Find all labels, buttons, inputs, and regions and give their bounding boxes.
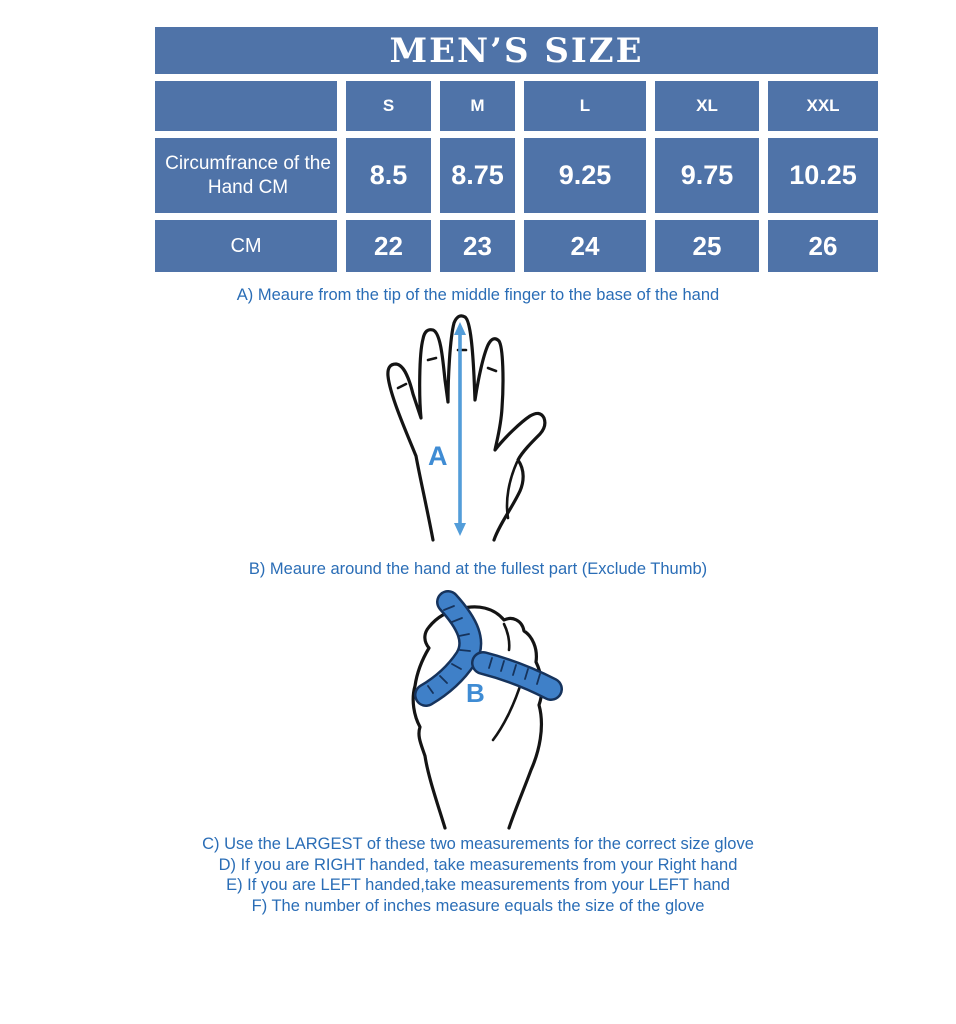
- mens-size-table: [146, 20, 887, 279]
- diagram-b-label: B: [466, 678, 485, 708]
- size-header-m: M: [440, 81, 515, 131]
- instruction-c: C) Use the LARGEST of these two measurements for the correct size glove: [202, 835, 754, 853]
- size-header-xl: XL: [655, 81, 759, 131]
- cm-value-s: 22: [346, 220, 431, 272]
- circumference-value-s: 8.5: [346, 138, 431, 213]
- circumference-value-xl: 9.75: [655, 138, 759, 213]
- size-header-row: [155, 81, 878, 131]
- circumference-row: [155, 138, 878, 213]
- cm-row: [155, 220, 878, 272]
- instruction-f: F) The number of inches measure equals the size of the glove: [251, 896, 705, 915]
- circumference-row-label: Circumfrance of the Hand CM: [155, 138, 337, 213]
- size-header-xxl: XXL: [768, 81, 878, 131]
- size-header-s: S: [346, 81, 431, 131]
- open-hand-measurement-diagram: [372, 310, 582, 548]
- instruction-block: [0, 834, 956, 916]
- instruction-d: D) If you are RIGHT handed, take measurements from your Right hand: [218, 855, 738, 874]
- circumference-value-m: 8.75: [440, 138, 515, 213]
- cm-value-m: 23: [440, 220, 515, 272]
- circumference-value-xxl: 10.25: [768, 138, 878, 213]
- fist-measurement-diagram: [388, 590, 583, 832]
- instruction-b: B) Meaure around the hand at the fullest part (Exclude Thumb): [248, 560, 708, 578]
- table-title: MEN’S SIZE: [155, 27, 878, 74]
- size-header-l: L: [524, 81, 646, 131]
- instruction-a: A) Meaure from the tip of the middle finger to the base of the hand: [236, 286, 720, 304]
- cm-value-xxl: 26: [768, 220, 878, 272]
- table-title-row: [155, 27, 878, 74]
- diagram-a-label: A: [428, 441, 448, 471]
- cm-value-l: 24: [524, 220, 646, 272]
- instruction-e: E) If you are LEFT handed,take measurements from your LEFT hand: [226, 876, 730, 894]
- cm-value-xl: 25: [655, 220, 759, 272]
- cm-row-label: CM: [155, 220, 337, 272]
- empty-corner-cell: [155, 81, 337, 131]
- circumference-value-l: 9.25: [524, 138, 646, 213]
